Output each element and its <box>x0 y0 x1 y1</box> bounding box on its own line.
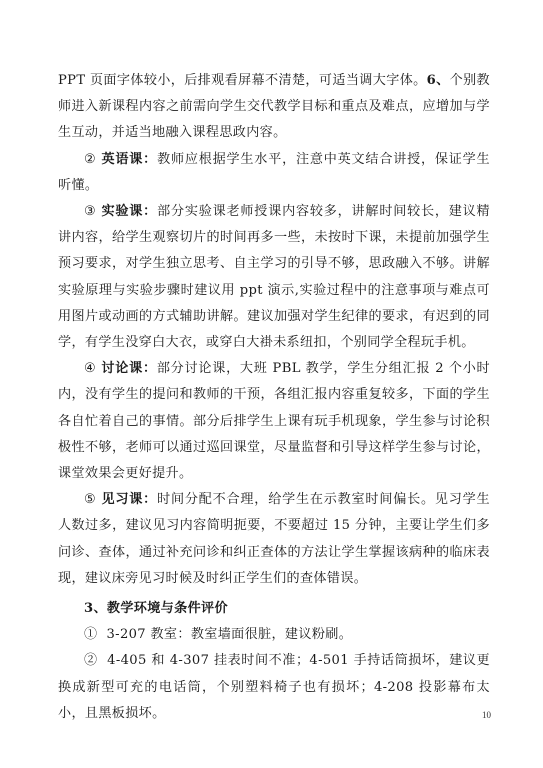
discussion-course-text: 部分讨论课，大班 PBL 教学，学生分组汇报 2 个小时内，没有学生的提问和教师的干预，各组汇报内容重复较多，下面的学生各自忙着自己的事情。部分后排学生上课有玩手机现象，学生参与讨论积极性不够，老师可以通过巡回课堂，尽量监督和引导这样学生参与讨论，课堂效果会更好提升。 <box>58 361 490 482</box>
paragraph-equipment <box>58 648 490 727</box>
equipment-text: 4-405 和 4-307 挂表时间不准；4-501 手持话筒损坏，建议更换成新型可充的电话筒，个别塑料椅子也有损坏；4-208 投影幕布太小，且黑板损坏。 <box>58 653 491 721</box>
item-marker: ③ <box>84 204 97 220</box>
item-marker: ① <box>84 627 98 643</box>
paragraph-text: 个别教师进入新课程内容之前需向学生交代教学目标和重点及难点，应增加与学生互动，并适当地融入课程思政内容。 <box>58 73 491 141</box>
discussion-course-label: 讨论课： <box>101 361 157 377</box>
item-marker: ② <box>84 151 97 167</box>
practice-course-text: 时间分配不合理，给学生在示教室时间偏长。见习学生人数过多，建议见习内容简明扼要，不要超过 15 分钟，主要让学生们多问诊、查体，通过补充问诊和纠正查体的方法让学生掌握该病种的临床表现，建议床旁见习时候及时纠正学生们的查体错误。 <box>58 492 490 586</box>
section-heading: 3、教学环境与条件评价 <box>84 601 228 617</box>
paragraph-lab-course <box>58 199 490 356</box>
english-course-label: 英语课： <box>101 151 158 167</box>
item-marker: ② <box>84 653 98 669</box>
item-marker: ⑤ <box>84 492 97 508</box>
paragraph-ppt-font <box>58 68 490 147</box>
lab-course-label: 实验课： <box>101 204 158 220</box>
paragraph-classroom-wall <box>58 622 490 648</box>
paragraph-text: PPT 页面字体较小，后排观看屏幕不清楚，可适当调大字体。 <box>58 73 427 88</box>
item-number-6: 6、 <box>426 73 450 88</box>
paragraph-practice-course <box>58 487 490 592</box>
english-course-text: 教师应根据学生水平，注意中英文结合讲授，保证学生听懂。 <box>58 151 490 193</box>
classroom-wall-text: 3-207 教室：教室墙面很脏，建议粉刷。 <box>106 627 353 643</box>
paragraph-english-course <box>58 147 490 199</box>
page-number: 10 <box>482 710 491 720</box>
lab-course-text: 部分实验课老师授课内容较多，讲解时间较长，建议精讲内容，给学生观察切片的时间再多一些，未按时下课，未提前加强学生预习要求，对学生独立思考、自主学习的引导不够，思政融入不够。讲解实验原理与实验步骤时建议用 ppt 演示,实验过程中的注意事项与难点可用图片或动画的方式辅助讲解。建议加强对学生纪律的要求，有迟到的同学，有学生没穿白大衣，或穿白大褂未系纽扣，个别同学全程玩手机。 <box>58 204 490 351</box>
practice-course-label: 见习课： <box>101 492 158 508</box>
paragraph-discussion-course <box>58 356 490 487</box>
document-body <box>58 68 490 727</box>
item-marker: ④ <box>84 361 97 377</box>
